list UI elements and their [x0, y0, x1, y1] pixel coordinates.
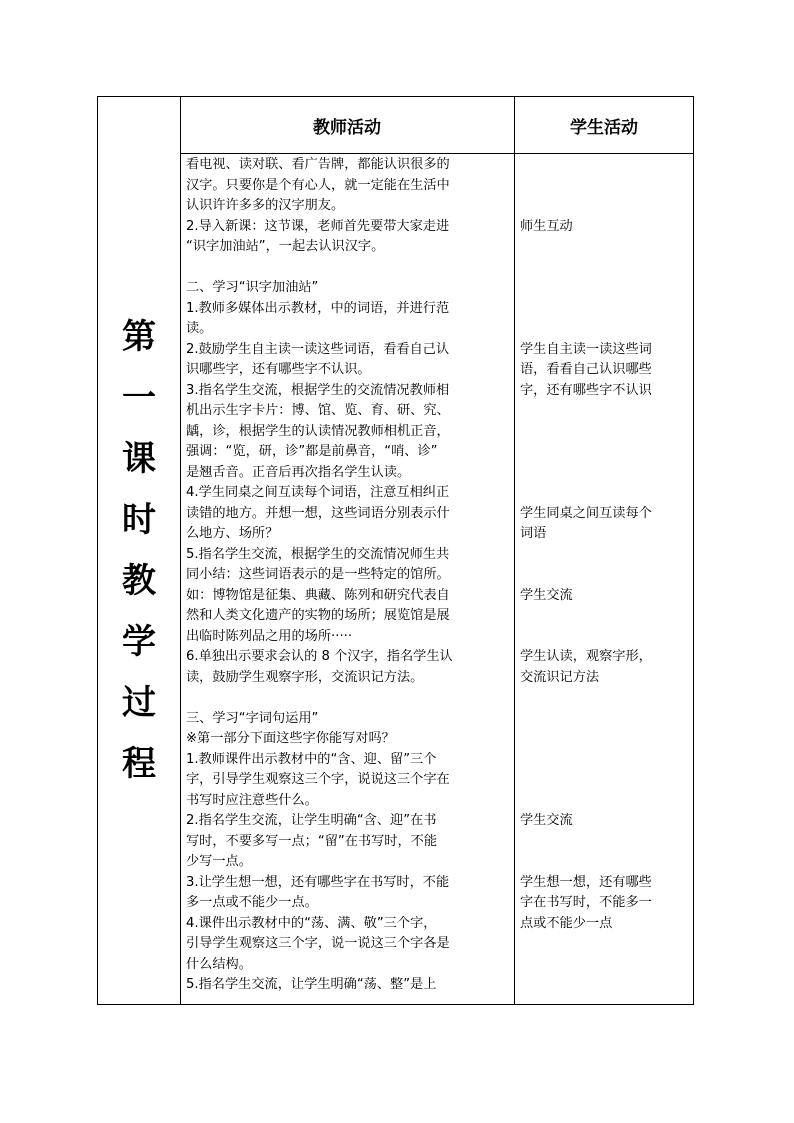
- text-line: 是翘舌音。正音后再次指名学生认读。: [186, 464, 411, 480]
- blank-line: [520, 627, 688, 648]
- side-label-char: 程: [122, 744, 156, 784]
- text-line: 学生自主读一读这些词: [520, 341, 652, 357]
- text-line: 么地方、场所？: [186, 526, 279, 541]
- text-line: 识哪些字，还有哪些字不认识。: [186, 362, 371, 377]
- lesson-plan-table: [97, 96, 694, 1005]
- text-line: 6.单独出示要求会认的 8 个汉字，指名学生认: [186, 649, 453, 664]
- blank-line: [520, 606, 688, 627]
- text-line: 看电视、读对联、看广告牌，都能认识很多的: [186, 157, 450, 172]
- text-line: 机出示生字卡片：博、馆、览、育、研、究、: [186, 403, 450, 418]
- text-line: 读错的地方。并想一想，这些词语分别表示什: [186, 505, 450, 521]
- side-label-char: 教: [122, 561, 156, 601]
- text-line: “识字加油站”，一起去认识汉字。: [186, 239, 385, 254]
- blank-line: [186, 258, 506, 279]
- text-line: 4.课件出示教材中的“荡、满、敬”三个字，: [186, 915, 437, 931]
- text-line: 什么结构。: [186, 956, 252, 972]
- blank-line: [520, 709, 688, 730]
- blank-line: [520, 299, 688, 320]
- blank-line: [520, 565, 688, 586]
- blank-line: [520, 483, 688, 504]
- text-line: 书写时应注意些什么。: [186, 792, 318, 808]
- text-line: 字在书写时，不能多一: [520, 895, 652, 910]
- blank-line: [520, 196, 688, 217]
- blank-line: [520, 463, 688, 484]
- text-line: 交流识记方法: [520, 669, 600, 685]
- text-line: 字，还有哪些字不认识: [520, 382, 652, 398]
- text-line: 同小结：这些词语表示的是一些特定的馆所。: [186, 567, 450, 582]
- side-label-lesson-process: [98, 97, 180, 1004]
- blank-line: [520, 955, 688, 976]
- blank-line: [520, 934, 688, 955]
- text-line: 学生认读，观察字形，: [520, 649, 652, 664]
- side-label-char: 一: [122, 378, 156, 418]
- text-line: 多一点或不能少一点。: [186, 895, 318, 910]
- blank-line: [520, 401, 688, 422]
- text-line: 4.学生同桌之间互读每个词语，注意互相纠正: [186, 485, 450, 500]
- text-line: 学生交流: [520, 813, 573, 828]
- text-line: 5.指名学生交流，让学生明确“荡、整”是上: [186, 977, 437, 992]
- side-label-char: 课: [122, 439, 156, 479]
- blank-line: [520, 832, 688, 853]
- text-line: 二、学习“识字加油站”: [186, 280, 319, 295]
- blank-line: [520, 770, 688, 791]
- text-line: 汉字。只要你是个有心人，就一定能在生活中: [186, 177, 450, 193]
- blank-line: [520, 422, 688, 443]
- text-line: 写时，不要多写一点；“留”在书写时，不能: [186, 833, 438, 849]
- text-line: 引导学生观察这三个字，说一说这三个字各是: [186, 936, 450, 951]
- blank-line: [520, 852, 688, 873]
- column-divider-right: [514, 97, 515, 1004]
- blank-line: [520, 750, 688, 771]
- blank-line: [520, 688, 688, 709]
- text-line: 3.指名学生交流，根据学生的交流情况教师相: [186, 382, 450, 398]
- blank-line: [520, 237, 688, 258]
- text-line: 字，引导学生观察这三个字，说说这三个字在: [186, 772, 450, 787]
- text-line: 读，鼓励学生观察字形，交流识记方法。: [186, 669, 424, 685]
- blank-line: [520, 176, 688, 197]
- teacher-activity-text: [186, 155, 506, 996]
- header-student-activity: 学生活动: [570, 117, 638, 138]
- blank-line: [520, 545, 688, 566]
- header-divider: [180, 153, 693, 154]
- side-label-char: 过: [122, 683, 156, 723]
- side-label-char: 第: [122, 317, 156, 357]
- text-line: ※第一部分下面这些字你能写对吗？: [186, 731, 395, 746]
- text-line: 龋，诊，根据学生的认读情况教师相机正音，: [186, 423, 450, 439]
- blank-line: [520, 791, 688, 812]
- text-line: 2.导入新课：这节课，老师首先要带大家走进: [186, 218, 450, 234]
- text-line: 师生互动: [520, 218, 573, 234]
- text-line: 强调：“览，研，诊”都是前鼻音，“哨、诊”: [186, 444, 438, 459]
- text-line: 5.指名学生交流，根据学生的交流情况师生共: [186, 546, 450, 562]
- text-line: 少写一点。: [186, 854, 252, 869]
- text-line: 3.让学生想一想，还有哪些字在书写时，不能: [186, 874, 450, 890]
- blank-line: [520, 278, 688, 299]
- text-line: 三、学习“字词句运用”: [186, 710, 319, 726]
- blank-line: [520, 319, 688, 340]
- side-label-char: 学: [122, 622, 156, 662]
- text-line: 1.教师课件出示教材中的“含、迎、留”三个: [186, 751, 437, 767]
- text-line: 2.指名学生交流，让学生明确“含、迎”在书: [186, 813, 437, 828]
- column-divider-left: [180, 97, 181, 1004]
- text-line: 学生同桌之间互读每个: [520, 505, 652, 521]
- blank-line: [186, 688, 506, 709]
- text-line: 1.教师多媒体出示教材，中的词语，并进行范: [186, 300, 450, 316]
- blank-line: [520, 258, 688, 279]
- text-line: 学生想一想，还有哪些: [520, 874, 652, 890]
- text-line: 读。: [186, 321, 213, 336]
- text-line: 2.鼓励学生自主读一读这些词语，看看自己认: [186, 341, 450, 357]
- blank-line: [520, 442, 688, 463]
- text-line: 如：博物馆是征集、典藏、陈列和研究代表自: [186, 587, 450, 603]
- text-line: 点或不能少一点: [520, 915, 613, 931]
- text-line: 学生交流: [520, 587, 573, 603]
- blank-line: [520, 729, 688, 750]
- student-activity-text: [520, 155, 688, 996]
- side-label-char: 时: [122, 500, 156, 540]
- blank-line: [520, 155, 688, 176]
- text-line: 语，看看自己认识哪些: [520, 362, 652, 377]
- blank-line: [520, 975, 688, 996]
- text-line: 然和人类文化遗产的实物的场所；展览馆是展: [186, 608, 450, 623]
- header-teacher-activity: 教师活动: [313, 117, 381, 138]
- text-line: 认识许许多多的汉字朋友。: [186, 198, 345, 213]
- text-line: 出临时陈列品之用的场所·····: [186, 628, 353, 644]
- text-line: 词语: [520, 526, 547, 541]
